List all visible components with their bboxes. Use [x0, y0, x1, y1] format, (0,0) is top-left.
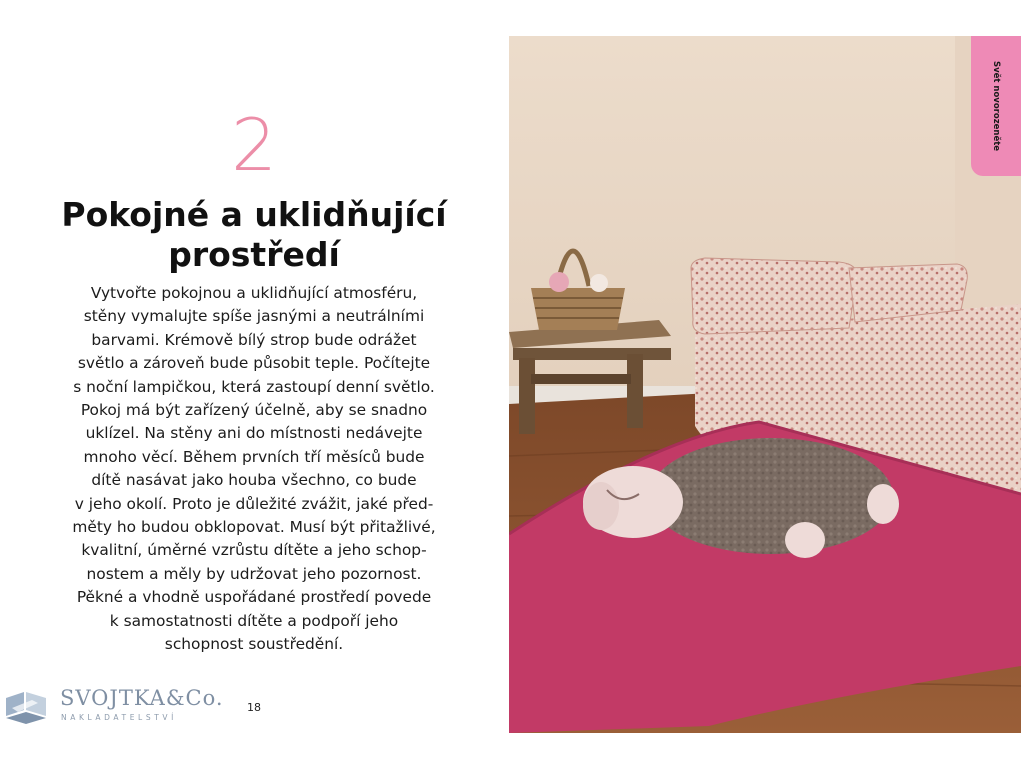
body-line: měty ho budou obklopovat. Musí být přitažlivé, [72, 518, 436, 537]
publisher-name: SVOJTKA&Co. [60, 686, 224, 710]
chapter-side-tab [971, 36, 1021, 176]
side-tab-label: Svět novorozeněte [991, 60, 1001, 152]
body-line: s noční lampičkou, která zastoupí denní světlo. [73, 377, 435, 396]
nursery-photo [509, 36, 1021, 733]
body-line: Pěkné a vhodně uspořádané prostředí povede [76, 588, 432, 607]
body-line: v jeho okolí. Proto je důležité zvážit, jaké před- [74, 494, 434, 513]
chapter-number: 2 [231, 103, 277, 187]
body-line: dítě nasávat jako houba všechno, co bude [91, 471, 417, 490]
chapter-title: Pokojné a uklidňující prostředí [61, 195, 447, 274]
body-line: schopnost soustředění. [164, 635, 344, 654]
body-line: nostem a měly by udržovat jeho pozornost. [86, 564, 422, 583]
body-text [60, 282, 448, 657]
body-line: světlo a zároveň bude působit teple. Počítejte [77, 354, 431, 373]
page-number: 18 [247, 701, 261, 714]
book-logo-icon [4, 688, 48, 726]
body-line: Vytvořte pokojnou a uklidňující atmosféru, [90, 284, 418, 302]
body-line: barvami. Krémově bílý strop bude odrážet [91, 330, 417, 349]
body-line: uklízel. Na stěny ani do místnosti nedávejte [85, 424, 423, 443]
body-line: mnoho věcí. Během prvních tří měsíců bude [83, 447, 425, 466]
body-line: Pokoj má být zařízený účelně, aby se snadno [80, 401, 428, 420]
body-line: kvalitní, úměrné vzrůstu dítěte a jeho schop- [81, 541, 427, 560]
publisher-logo [4, 686, 224, 728]
nursery-illustration [509, 36, 1021, 733]
text-page [0, 0, 508, 768]
publisher-subtitle: NAKLADATELSTVÍ [61, 713, 177, 722]
body-line: k samostatnosti dítěte a podpoří jeho [109, 611, 399, 630]
body-line: stěny vymalujte spíše jasnými a neutrálními [83, 307, 425, 326]
